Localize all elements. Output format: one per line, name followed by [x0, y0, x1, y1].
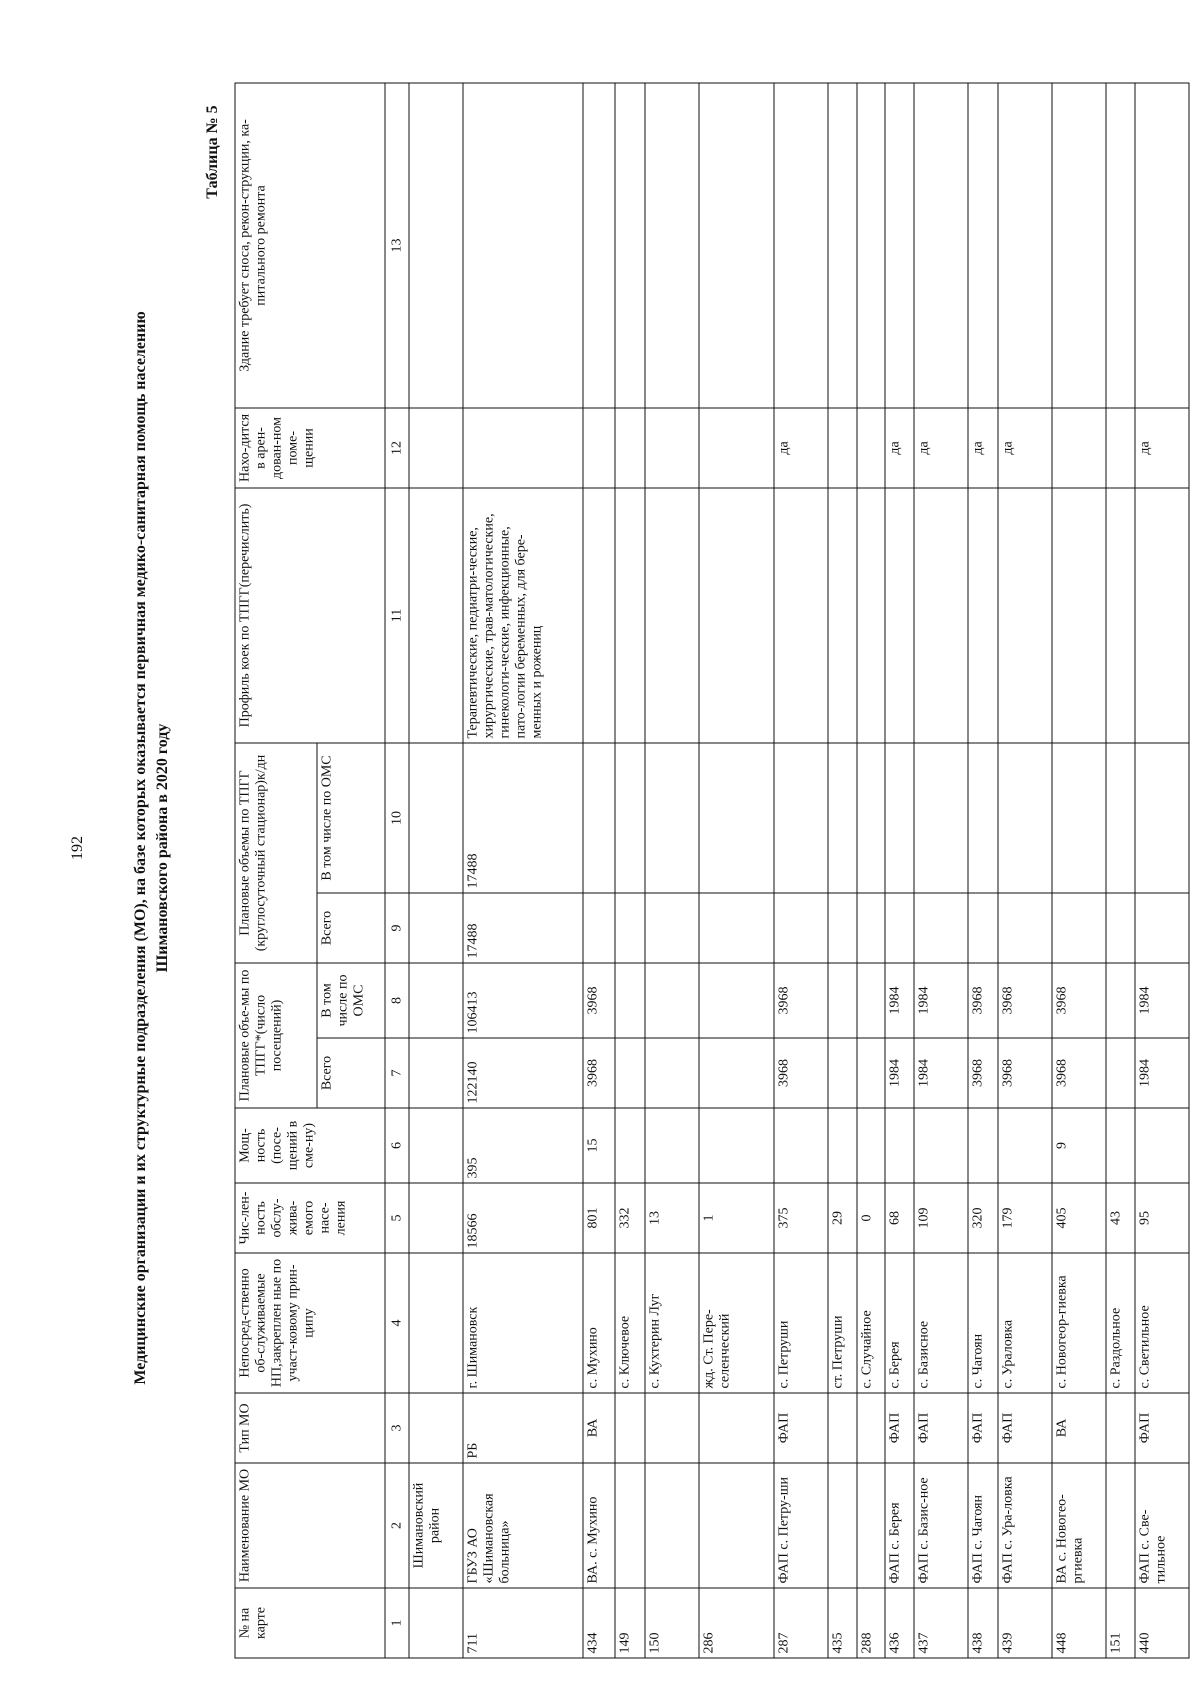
table-cell [1052, 408, 1106, 488]
population: 109 [914, 1183, 968, 1253]
header-hospital-oms: В том числе по ОМС [317, 743, 385, 893]
table-cell [699, 893, 774, 963]
table-cell [857, 488, 885, 743]
table-row [645, 83, 699, 1658]
capacity: 15 [583, 1108, 616, 1183]
table-cell [1106, 408, 1134, 488]
mo-name: ФАП с. Све-тильное [1135, 1463, 1189, 1588]
table-cell [857, 1393, 885, 1463]
table-row [699, 83, 774, 1658]
map-number: 439 [998, 1588, 1052, 1658]
visits-total: 3968 [774, 1038, 828, 1108]
column-number: 12 [385, 408, 409, 488]
population: 43 [1106, 1183, 1134, 1253]
settlement: с. Ключевое [615, 1253, 645, 1393]
table-cell [615, 963, 645, 1038]
rented: да [774, 408, 828, 488]
rented: да [968, 408, 998, 488]
population: 179 [998, 1183, 1052, 1253]
table-cell [1106, 893, 1134, 963]
mo-name: ФАП с. Петру-ши [774, 1463, 828, 1588]
table-cell [409, 743, 463, 893]
column-number: 6 [385, 1108, 409, 1183]
district-name: Шимановский район [409, 1463, 463, 1588]
header-hospital-total: Всего [317, 893, 385, 963]
visits-oms: 1984 [914, 963, 968, 1038]
table-row [774, 83, 828, 1658]
capacity: 9 [1052, 1108, 1106, 1183]
table-cell [1052, 743, 1106, 893]
column-number: 2 [385, 1463, 409, 1588]
table-row [968, 83, 998, 1658]
visits-total: 1984 [914, 1038, 968, 1108]
table-cell [857, 83, 885, 408]
column-number: 7 [385, 1038, 409, 1108]
table-cell [1135, 1108, 1189, 1183]
hospital-total: 17488 [463, 893, 582, 963]
table-cell [998, 488, 1052, 743]
table-cell [1135, 743, 1189, 893]
population: 0 [857, 1183, 885, 1253]
table-cell [409, 408, 463, 488]
rented: да [1135, 408, 1189, 488]
table-cell [828, 963, 856, 1038]
table-cell [699, 963, 774, 1038]
table-cell [968, 893, 998, 963]
table-cell [857, 963, 885, 1038]
table-cell [1052, 83, 1106, 408]
table-cell [1106, 1463, 1134, 1588]
capacity: 395 [463, 1108, 582, 1183]
column-number: 9 [385, 893, 409, 963]
settlement: с. Новогеор-гиевка [1052, 1253, 1106, 1393]
table-cell [583, 488, 616, 743]
visits-oms: 1984 [1135, 963, 1189, 1038]
settlement: жд. Ст. Пере-селенческий [699, 1253, 774, 1393]
table-cell [828, 1108, 856, 1183]
table-cell [645, 963, 699, 1038]
column-number: 8 [385, 963, 409, 1038]
map-number: 286 [699, 1588, 774, 1658]
table-cell [699, 1108, 774, 1183]
table-row [998, 83, 1052, 1658]
table-cell [1106, 83, 1134, 408]
map-number: 440 [1135, 1588, 1189, 1658]
header-repair: Здание требует сноса, рекон-струкции, ка-питального ремонта [235, 83, 385, 408]
population: 405 [1052, 1183, 1106, 1253]
table-cell [409, 963, 463, 1038]
mo-type: ФАП [774, 1393, 828, 1463]
table-cell [615, 1463, 645, 1588]
rented: да [885, 408, 913, 488]
population: 801 [583, 1183, 616, 1253]
table-cell [645, 743, 699, 893]
table-cell [828, 1393, 856, 1463]
table-cell [914, 488, 968, 743]
table-cell [699, 83, 774, 408]
table-cell [583, 893, 616, 963]
table-cell [968, 83, 998, 408]
table-row [463, 83, 582, 1658]
mo-type: ВА [583, 1393, 616, 1463]
table-cell [998, 1108, 1052, 1183]
header-settlements: Непосред-ственно об-служиваемые НП,закреплен ные по участ-ковому прин-ципу [235, 1253, 385, 1393]
table-cell [828, 1463, 856, 1588]
table-cell [583, 743, 616, 893]
visits-total: 3968 [583, 1038, 616, 1108]
table-cell [409, 1183, 463, 1253]
mo-name: ФАП с. Базис-ное [914, 1463, 968, 1588]
population: 29 [828, 1183, 856, 1253]
table-cell [1052, 893, 1106, 963]
table-cell [914, 893, 968, 963]
table-cell [615, 408, 645, 488]
population: 68 [885, 1183, 913, 1253]
table-cell [914, 1108, 968, 1183]
table-cell [699, 1038, 774, 1108]
facilities-table-wrapper [235, 84, 1190, 1659]
table-cell [914, 743, 968, 893]
header-mo-type: Тип МО [235, 1393, 385, 1463]
table-cell [1135, 83, 1189, 408]
page-number: 192 [69, 836, 86, 860]
population: 13 [645, 1183, 699, 1253]
population: 332 [615, 1183, 645, 1253]
column-number: 13 [385, 83, 409, 408]
table-row [885, 83, 913, 1658]
table-cell [615, 488, 645, 743]
hospital-oms: 17488 [463, 743, 582, 893]
table-caption: Таблица № 5 [204, 105, 221, 199]
table-cell [645, 83, 699, 408]
repair [463, 83, 582, 408]
mo-name: ФАП с. Чагоян [968, 1463, 998, 1588]
table-row [1052, 83, 1106, 1658]
table-cell [828, 743, 856, 893]
table-cell [828, 893, 856, 963]
header-bed-profile: Профиль коек по ТПГГ(перечислить) [235, 488, 385, 743]
table-cell [645, 1038, 699, 1108]
table-cell [409, 1038, 463, 1108]
visits-oms: 3968 [1052, 963, 1106, 1038]
table-cell [885, 1108, 913, 1183]
table-cell [828, 83, 856, 408]
table-cell [615, 743, 645, 893]
table-row [857, 83, 885, 1658]
mo-name: ФАП с. Берея [885, 1463, 913, 1588]
table-cell [885, 488, 913, 743]
table-cell [645, 1108, 699, 1183]
table-cell [1135, 893, 1189, 963]
table-cell [1106, 963, 1134, 1038]
header-visits-total: Всего [317, 1038, 385, 1108]
table-cell [645, 408, 699, 488]
rented: да [998, 408, 1052, 488]
header-map-number: № на карте [235, 1588, 385, 1658]
mo-type: ФАП [998, 1393, 1052, 1463]
column-number: 10 [385, 743, 409, 893]
map-number: 149 [615, 1588, 645, 1658]
map-number: 438 [968, 1588, 998, 1658]
table-cell [615, 1038, 645, 1108]
table-cell [409, 893, 463, 963]
mo-type: ВА [1052, 1393, 1106, 1463]
table-cell [699, 1393, 774, 1463]
table-cell [857, 743, 885, 893]
visits-total: 3968 [1052, 1038, 1106, 1108]
visits-total: 122140 [463, 1038, 582, 1108]
table-cell [857, 1463, 885, 1588]
settlement: с. Берея [885, 1253, 913, 1393]
column-number: 1 [385, 1588, 409, 1658]
map-number: 711 [463, 1588, 582, 1658]
table-cell [583, 408, 616, 488]
map-number: 288 [857, 1588, 885, 1658]
table-cell [914, 83, 968, 408]
column-number: 4 [385, 1253, 409, 1393]
table-cell [615, 1393, 645, 1463]
settlement: с. Мухино [583, 1253, 616, 1393]
table-cell [1135, 488, 1189, 743]
table-cell [968, 1108, 998, 1183]
mo-type: ФАП [885, 1393, 913, 1463]
visits-oms: 3968 [968, 963, 998, 1038]
table-row [914, 83, 968, 1658]
table-cell [885, 893, 913, 963]
header-capacity: Мощ-ность (посе-щений в сме-ну) [235, 1108, 385, 1183]
mo-name: ФАП с. Ура-ловка [998, 1463, 1052, 1588]
population: 1 [699, 1183, 774, 1253]
visits-total: 3968 [968, 1038, 998, 1108]
table-cell [828, 1038, 856, 1108]
map-number: 435 [828, 1588, 856, 1658]
table-cell [1106, 1108, 1134, 1183]
table-row [583, 83, 616, 1658]
map-number: 150 [645, 1588, 699, 1658]
bed-profile: Терапевтические, педиатри-ческие, хирургические, трав-матологические, гинекологи-ческие, инфекционные, пато-логии беременных, для бере-менных и рожениц [463, 488, 582, 743]
column-number: 5 [385, 1183, 409, 1253]
header-visits-oms: В том числе по ОМС [317, 963, 385, 1038]
table-cell [409, 1588, 463, 1658]
mo-type: ФАП [968, 1393, 998, 1463]
table-cell [645, 488, 699, 743]
header-row-1 [235, 83, 317, 1658]
table-row [1135, 83, 1189, 1658]
table-cell [774, 83, 828, 408]
visits-total: 3968 [998, 1038, 1052, 1108]
mo-name: ВА с. Новогео-ргиевка [1052, 1463, 1106, 1588]
table-row [828, 83, 856, 1658]
rented [463, 408, 582, 488]
settlement: ст. Петруши [828, 1253, 856, 1393]
table-cell [699, 488, 774, 743]
table-cell [645, 1463, 699, 1588]
header-hospital-group: Плановые объемы по ТПГГ (круглосуточный стационар)к/дн [235, 743, 317, 963]
rented: да [914, 408, 968, 488]
table-cell [615, 1108, 645, 1183]
visits-oms: 1984 [885, 963, 913, 1038]
table-row [1106, 83, 1134, 1658]
visits-total: 1984 [1135, 1038, 1189, 1108]
map-number: 434 [583, 1588, 616, 1658]
table-cell [615, 83, 645, 408]
table-cell [774, 893, 828, 963]
table-cell [699, 1463, 774, 1588]
settlement: с. Кухтерин Луг [645, 1253, 699, 1393]
mo-type: РБ [463, 1393, 582, 1463]
table-cell [409, 1253, 463, 1393]
table-cell [998, 83, 1052, 408]
table-cell [409, 1108, 463, 1183]
map-number: 436 [885, 1588, 913, 1658]
settlement: с. Ураловка [998, 1253, 1052, 1393]
table-cell [857, 408, 885, 488]
settlement: с. Петруши [774, 1253, 828, 1393]
table-cell [409, 83, 463, 408]
title-line-1: Медицинские организации и их структурные подразделения (МО), на базе которых оказывается первичная медико-санитарная помощь населению [132, 311, 149, 1385]
table-cell [968, 488, 998, 743]
table-cell [699, 743, 774, 893]
table-cell [409, 1393, 463, 1463]
table-cell [828, 488, 856, 743]
settlement: с. Чагоян [968, 1253, 998, 1393]
visits-oms: 106413 [463, 963, 582, 1038]
table-cell [699, 408, 774, 488]
mo-type: ФАП [914, 1393, 968, 1463]
header-visits-group: Плановые объе-мы по ТПГГ*(число посещений) [235, 963, 317, 1108]
table-cell [857, 1108, 885, 1183]
visits-oms: 3968 [774, 963, 828, 1038]
population: 95 [1135, 1183, 1189, 1253]
map-number: 448 [1052, 1588, 1106, 1658]
column-number: 11 [385, 488, 409, 743]
table-cell [1106, 1393, 1134, 1463]
column-number: 3 [385, 1393, 409, 1463]
visits-oms: 3968 [998, 963, 1052, 1038]
map-number: 437 [914, 1588, 968, 1658]
header-rented: Нахо-дится в арен-дован-ном поме-щении [235, 408, 385, 488]
table-cell [828, 408, 856, 488]
header-population: Чис-лен-ность обслу-жива-емого насе-ления [235, 1183, 385, 1253]
header-mo-name: Наименование МО [235, 1463, 385, 1588]
table-cell [998, 893, 1052, 963]
table-cell [409, 488, 463, 743]
mo-name: ВА. с. Мухино [583, 1463, 616, 1588]
table-row [615, 83, 645, 1658]
table-cell [998, 743, 1052, 893]
column-numbers-row [385, 83, 409, 1658]
title-line-2: Шимановского района в 2020 году [154, 723, 171, 973]
mo-type: ФАП [1135, 1393, 1189, 1463]
table-cell [645, 893, 699, 963]
map-number: 151 [1106, 1588, 1134, 1658]
settlement: с. Базисное [914, 1253, 968, 1393]
table-cell [857, 893, 885, 963]
table-cell [968, 743, 998, 893]
settlement: с. Раздольное [1106, 1253, 1134, 1393]
table-cell [583, 83, 616, 408]
population: 18566 [463, 1183, 582, 1253]
document-title [130, 98, 174, 1598]
mo-name: ГБУЗ АО «Шимановская больница» [463, 1463, 582, 1588]
visits-total: 1984 [885, 1038, 913, 1108]
table-cell [885, 83, 913, 408]
map-number: 287 [774, 1588, 828, 1658]
table-cell [1052, 488, 1106, 743]
table-cell [774, 743, 828, 893]
table-cell [774, 488, 828, 743]
table-cell [885, 743, 913, 893]
settlement: г. Шимановск [463, 1253, 582, 1393]
facilities-table [235, 82, 1190, 1658]
population: 320 [968, 1183, 998, 1253]
table-cell [645, 1393, 699, 1463]
visits-oms: 3968 [583, 963, 616, 1038]
settlement: с. Светильное [1135, 1253, 1189, 1393]
population: 375 [774, 1183, 828, 1253]
table-cell [857, 1038, 885, 1108]
table-cell [615, 893, 645, 963]
table-cell [1106, 488, 1134, 743]
table-cell [1106, 743, 1134, 893]
table-cell [1106, 1038, 1134, 1108]
table-cell [774, 1108, 828, 1183]
settlement: с. Случайное [857, 1253, 885, 1393]
district-row [409, 83, 463, 1658]
